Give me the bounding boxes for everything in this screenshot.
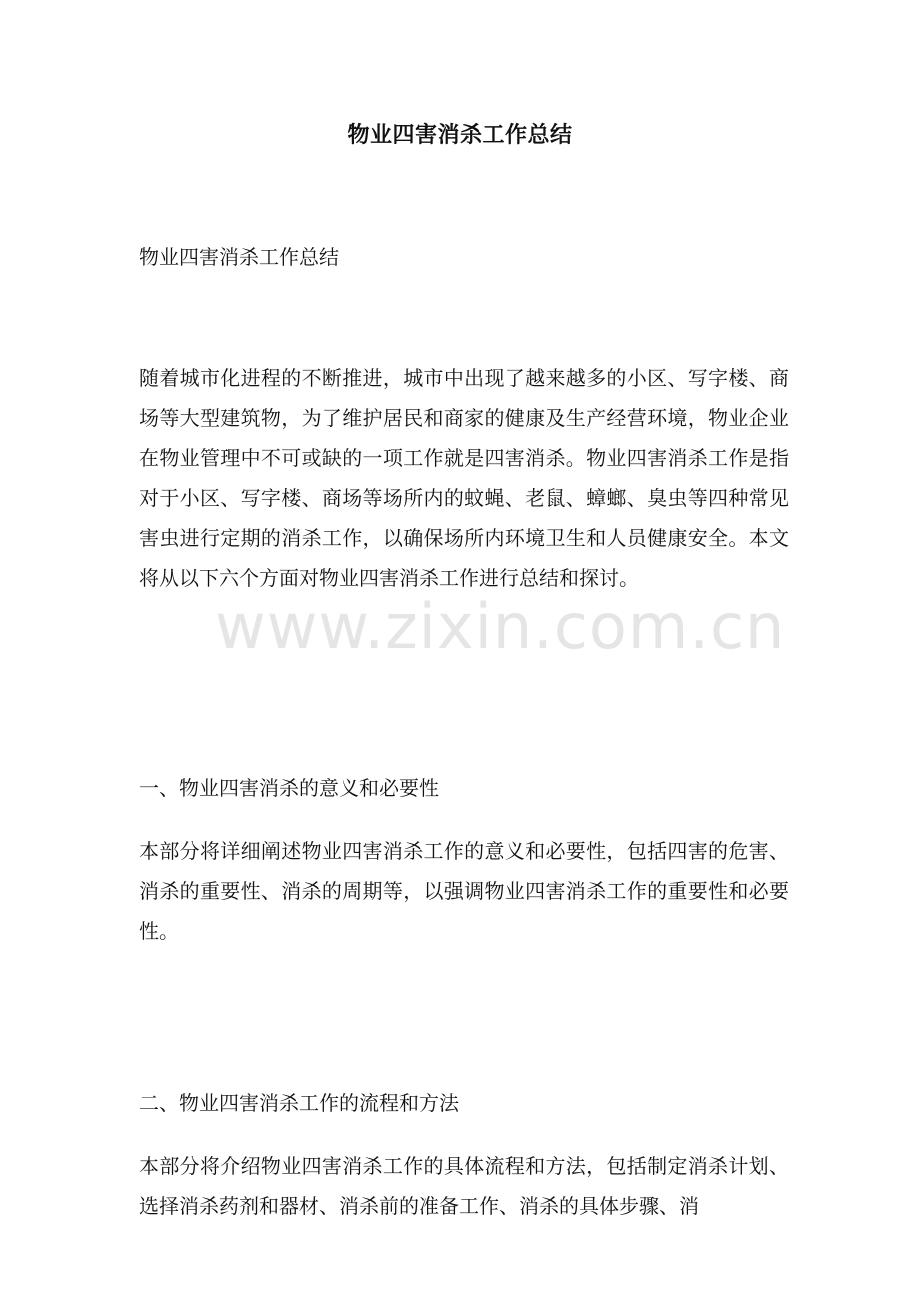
section-1-heading: 一、物业四害消杀的意义和必要性 — [139, 776, 439, 800]
section-1-body: 本部分将详细阐述物业四害消杀工作的意义和必要性，包括四害的危害、消杀的重要性、消杀的周期等，以强调物业四害消杀工作的重要性和必要性。 — [139, 839, 789, 943]
document-subtitle: 物业四害消杀工作总结 — [139, 245, 339, 269]
document-title: 物业四害消杀工作总结 — [347, 122, 573, 148]
intro-paragraph: 随着城市化进程的不断推进，城市中出现了越来越多的小区、写字楼、商场等大型建筑物，为了维护居民和商家的健康及生产经营环境，物业企业在物业管理中不可或缺的一项工作就是四害消杀。物业四害消杀工作是指对于小区、写字楼、商场等场所内的蚊蝇、老鼠、蟑螂、臭虫等四种常见害虫进行定期的消杀工作，以确保场所内环境卫生和人员健康安全。本文将从以下六个方面对物业四害消杀工作进行总结和探讨。 — [139, 366, 789, 590]
section-2-heading: 二、物业四害消杀工作的流程和方法 — [139, 1091, 459, 1115]
section-2-body: 本部分将介绍物业四害消杀工作的具体流程和方法，包括制定消杀计划、选择消杀药剂和器材、消杀前的准备工作、消杀的具体步骤、消 — [139, 1154, 789, 1218]
watermark: www.zixin.com.cn — [215, 590, 786, 663]
